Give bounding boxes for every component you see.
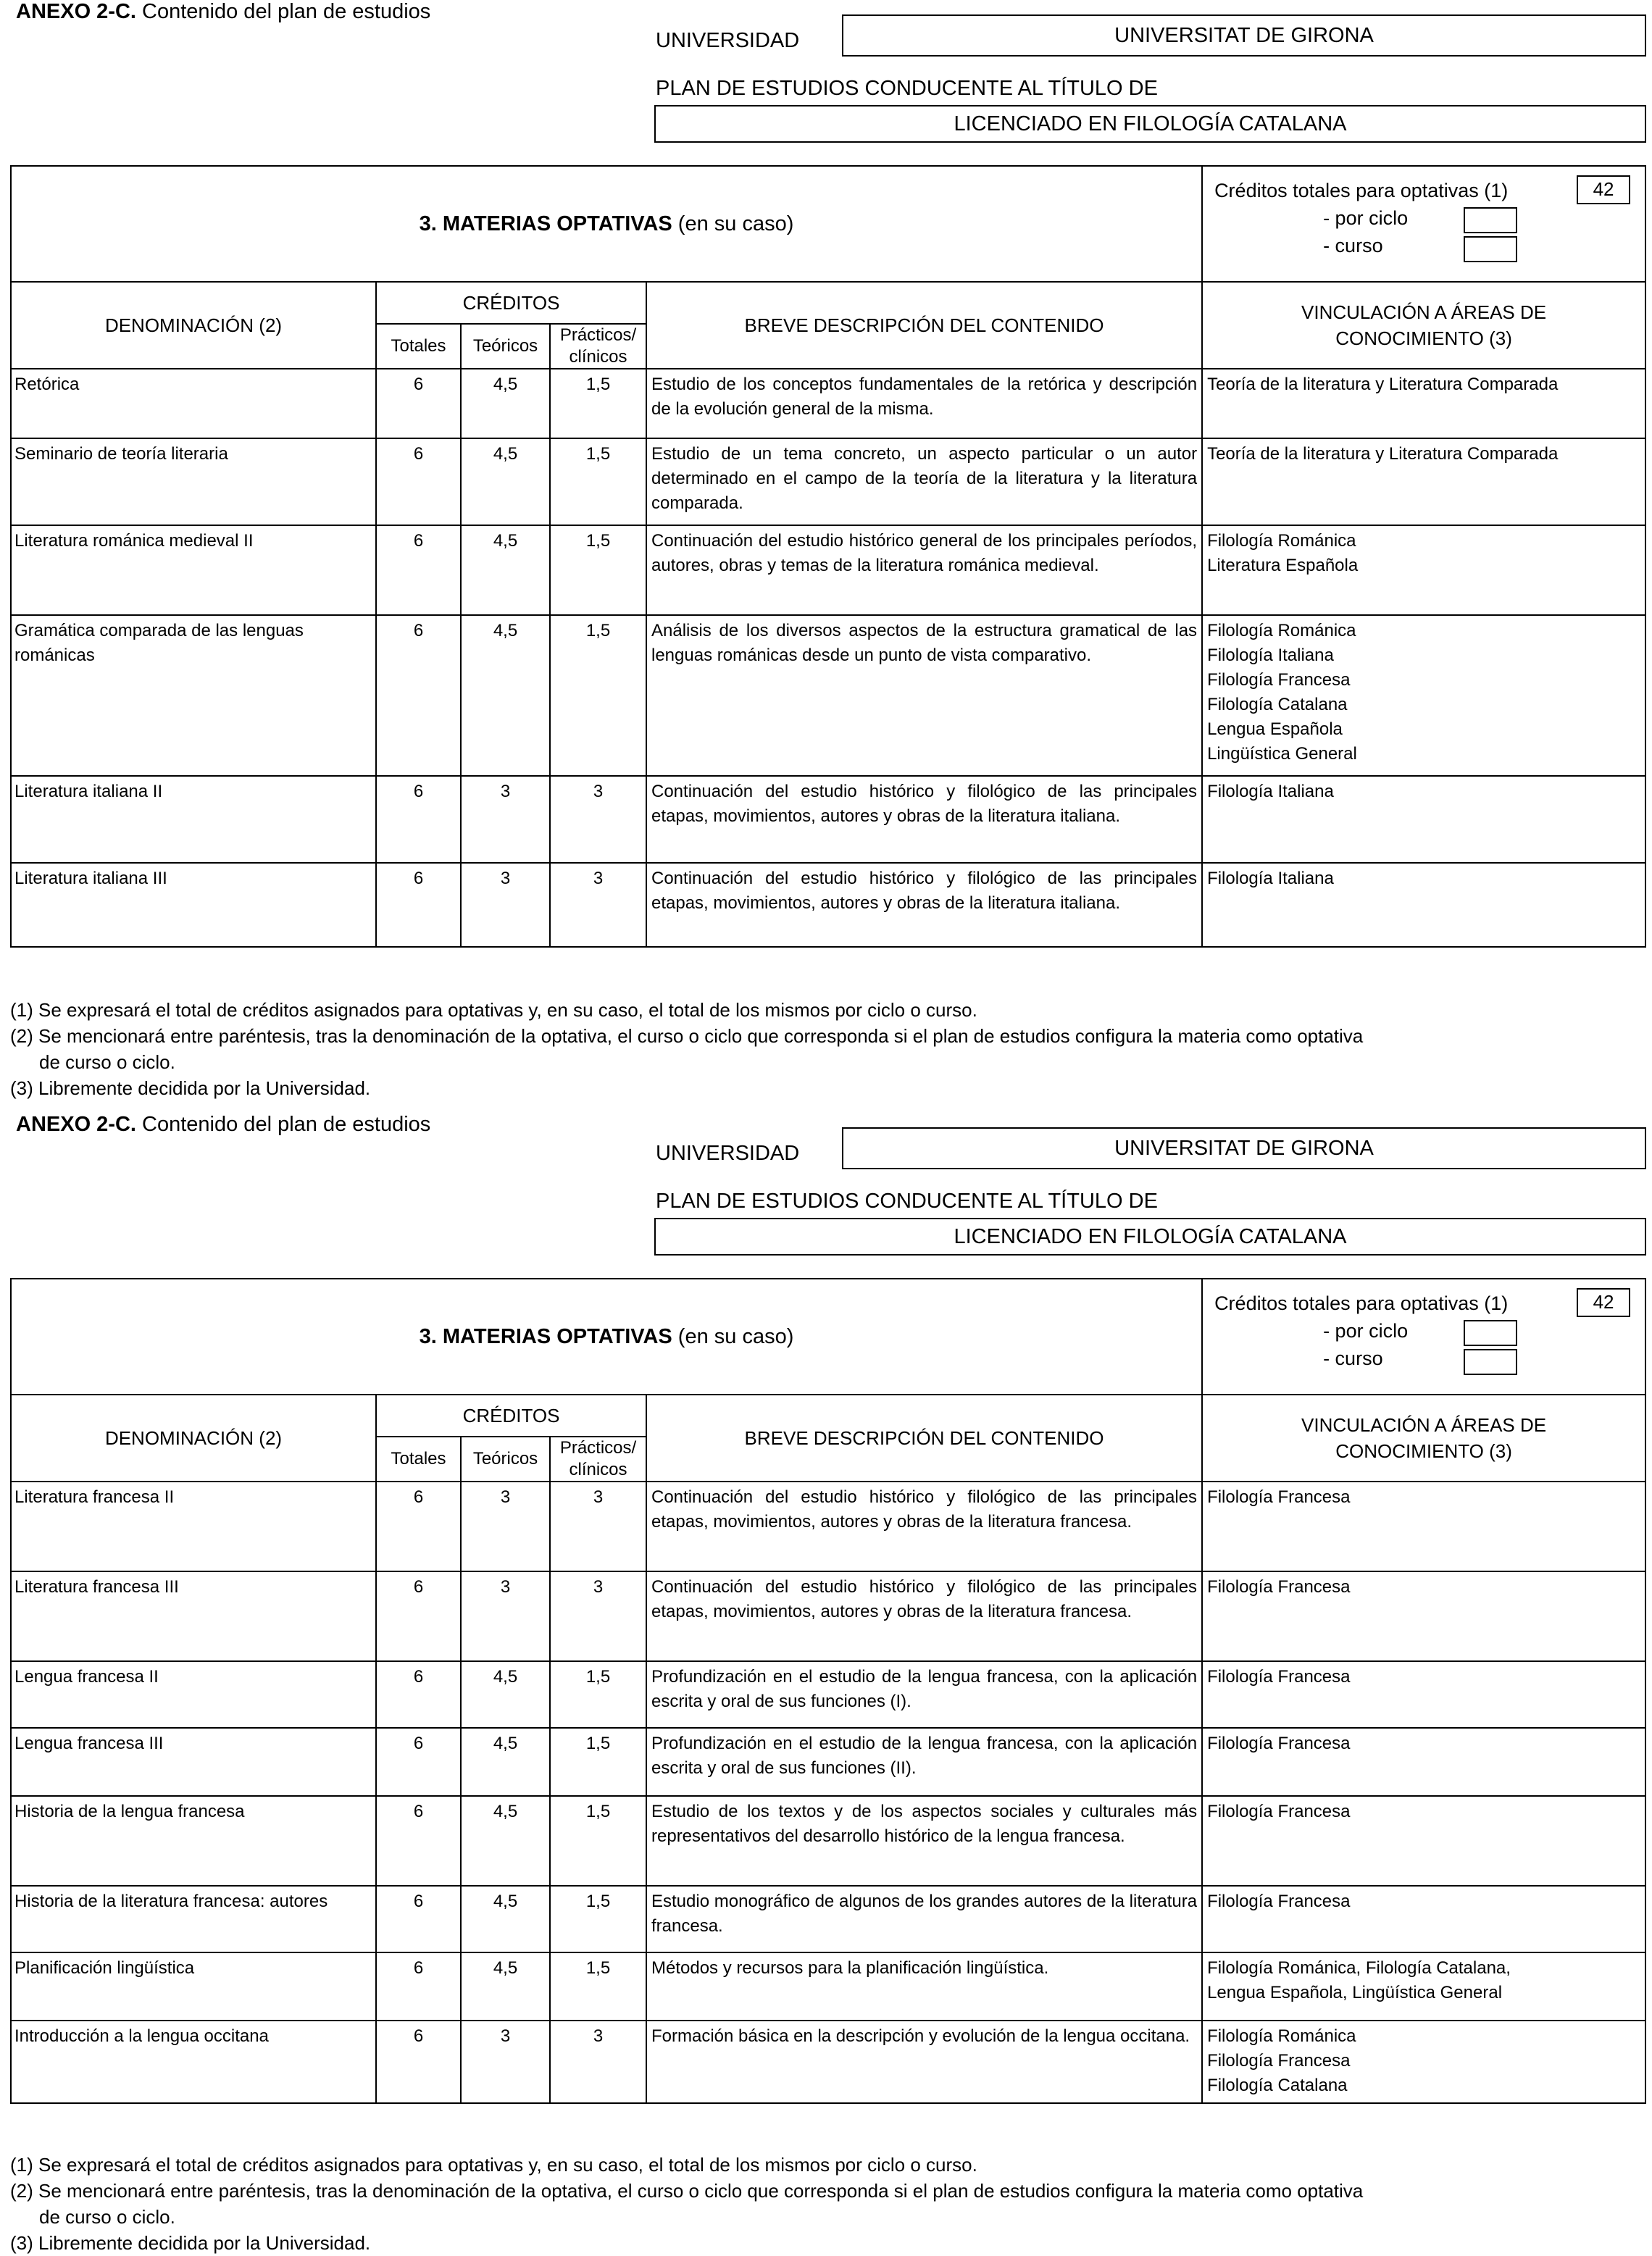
anexo-title: Contenido del plan de estudios (135, 0, 431, 23)
area-item: Filología Románica, Filología Catalana, (1207, 1958, 1511, 1978)
denominacion-cell: Literatura italiana III (11, 863, 376, 947)
table-row (11, 1952, 1645, 2021)
creditos-totales-cell (1202, 1279, 1645, 1395)
practicos-cell: 3 (550, 863, 646, 947)
areas-cell (1202, 2021, 1645, 2103)
area-item: Filología Románica (1207, 531, 1356, 551)
table-row (11, 615, 1645, 776)
practicos-cell: 1,5 (550, 1728, 646, 1796)
totales-cell: 6 (376, 1886, 461, 1952)
universidad-label: UNIVERSIDAD (656, 29, 800, 52)
denominacion-cell: Literatura italiana II (11, 776, 376, 863)
curso-label: - curso (1323, 235, 1383, 256)
descripcion-cell: Continuación del estudio histórico general de los principales períodos, autores, obras y temas de la literatura románica medieval. (646, 525, 1202, 615)
creditos-totales-value: 42 (1577, 175, 1630, 204)
teoricos-cell: 4,5 (461, 1796, 550, 1886)
header-descripcion: BREVE DESCRIPCIÓN DEL CONTENIDO (646, 282, 1202, 369)
titulo-value: LICENCIADO EN FILOLOGÍA CATALANA (654, 1218, 1646, 1256)
table-row (11, 1728, 1645, 1796)
table-row (11, 525, 1645, 615)
denominacion-cell: Lengua francesa III (11, 1728, 376, 1796)
titulo-value: LICENCIADO EN FILOLOGÍA CATALANA (654, 105, 1646, 143)
area-item: Filología Francesa (1207, 1892, 1351, 1911)
curso-label: - curso (1323, 1348, 1383, 1369)
curso-box (1464, 236, 1517, 262)
area-item: Lengua Española (1207, 719, 1343, 739)
materias-table (10, 165, 1646, 948)
denominacion-cell: Introducción a la lengua occitana (11, 2021, 376, 2103)
universidad-value: UNIVERSITAT DE GIRONA (842, 14, 1646, 57)
area-item: Teoría de la literatura y Literatura Comparada (1207, 375, 1559, 394)
plan-label: PLAN DE ESTUDIOS CONDUCENTE AL TÍTULO DE (656, 1190, 1158, 1213)
footnote-3: (3) Libremente decidida por la Universidad. (10, 2232, 371, 2254)
anexo-label: ANEXO 2-C. (16, 0, 136, 23)
area-item: Filología Francesa (1207, 1802, 1351, 1821)
anexo-title: Contenido del plan de estudios (135, 1113, 431, 1136)
creditos-totales-value: 42 (1577, 1288, 1630, 1317)
anexo-label: ANEXO 2-C. (16, 1113, 136, 1136)
practicos-cell: 3 (550, 776, 646, 863)
area-item: Filología Francesa (1207, 2051, 1351, 2071)
totales-cell: 6 (376, 1661, 461, 1728)
areas-cell (1202, 1571, 1645, 1661)
teoricos-cell: 3 (461, 776, 550, 863)
teoricos-cell: 4,5 (461, 1952, 550, 2021)
teoricos-cell: 4,5 (461, 615, 550, 776)
practicos-cell: 1,5 (550, 1886, 646, 1952)
areas-cell (1202, 1886, 1645, 1952)
descripcion-cell: Análisis de los diversos aspectos de la estructura gramatical de las lenguas románicas desde un punto de vista comparativo. (646, 615, 1202, 776)
totales-cell: 6 (376, 1482, 461, 1571)
header-totales: Totales (376, 1437, 461, 1482)
area-item: Filología Francesa (1207, 670, 1351, 690)
table-row (11, 1482, 1645, 1571)
por-ciclo-label: - por ciclo (1323, 207, 1409, 229)
area-item: Filología Francesa (1207, 1487, 1351, 1507)
por-ciclo-box (1464, 1320, 1517, 1346)
denominacion-cell: Historia de la literatura francesa: autores (11, 1886, 376, 1952)
totales-cell: 6 (376, 863, 461, 947)
table-title-row (11, 166, 1645, 282)
totales-cell: 6 (376, 1952, 461, 2021)
denominacion-cell: Planificación lingüística (11, 1952, 376, 2021)
footnote-1: (1) Se expresará el total de créditos asignados para optativas y, en su caso, el total de los mismos por ciclo o curso. (10, 999, 977, 1021)
table-row (11, 1571, 1645, 1661)
area-item: Filología Catalana (1207, 2076, 1348, 2095)
totales-cell: 6 (376, 1728, 461, 1796)
descripcion-cell: Continuación del estudio histórico y filológico de las principales etapas, movimientos, autores y obras de la literatura francesa. (646, 1482, 1202, 1571)
table-title: 3. MATERIAS OPTATIVAS (en su caso) (11, 1279, 1202, 1395)
totales-cell: 6 (376, 369, 461, 438)
descripcion-cell: Profundización en el estudio de la lengua francesa, con la aplicación escrita y oral de sus funciones (II). (646, 1728, 1202, 1796)
totales-cell: 6 (376, 615, 461, 776)
areas-cell (1202, 1661, 1645, 1728)
table-row (11, 1796, 1645, 1886)
header-creditos: CRÉDITOS (376, 1395, 646, 1437)
por-ciclo-box (1464, 207, 1517, 233)
denominacion-cell: Literatura románica medieval II (11, 525, 376, 615)
totales-cell: 6 (376, 776, 461, 863)
table-row (11, 776, 1645, 863)
areas-cell (1202, 615, 1645, 776)
universidad-value: UNIVERSITAT DE GIRONA (842, 1127, 1646, 1169)
area-item: Literatura Española (1207, 556, 1359, 575)
practicos-cell: 1,5 (550, 369, 646, 438)
practicos-cell: 1,5 (550, 615, 646, 776)
teoricos-cell: 4,5 (461, 438, 550, 525)
area-item: Filología Catalana (1207, 695, 1348, 714)
descripcion-cell: Estudio monográfico de algunos de los grandes autores de la literatura francesa. (646, 1886, 1202, 1952)
area-item: Filología Francesa (1207, 1734, 1351, 1753)
areas-cell (1202, 369, 1645, 438)
descripcion-cell: Estudio de los textos y de los aspectos sociales y culturales más representativos del desarrollo histórico de la lengua francesa. (646, 1796, 1202, 1886)
practicos-cell: 1,5 (550, 438, 646, 525)
footnote-2: (2) Se mencionará entre paréntesis, tras la denominación de la optativa, el curso o ciclo que corresponda si el plan de estudios configura la materia como optativa (10, 2180, 1364, 2202)
teoricos-cell: 4,5 (461, 369, 550, 438)
practicos-cell: 1,5 (550, 525, 646, 615)
header-vinculacion: VINCULACIÓN A ÁREAS DE CONOCIMIENTO (3) (1202, 1395, 1645, 1482)
footnote-1: (1) Se expresará el total de créditos asignados para optativas y, en su caso, el total de los mismos por ciclo o curso. (10, 2154, 977, 2176)
area-item: Filología Italiana (1207, 646, 1334, 665)
header-totales: Totales (376, 324, 461, 369)
table-row (11, 2021, 1645, 2103)
denominacion-cell: Lengua francesa II (11, 1661, 376, 1728)
footnote-2: (2) Se mencionará entre paréntesis, tras la denominación de la optativa, el curso o ciclo que corresponda si el plan de estudios configura la materia como optativa (10, 1025, 1364, 1047)
plan-section (0, 0, 1652, 1099)
footnote-2-cont: de curso o ciclo. (39, 2206, 175, 2228)
practicos-cell: 1,5 (550, 1796, 646, 1886)
totales-cell: 6 (376, 525, 461, 615)
table-row (11, 438, 1645, 525)
denominacion-cell: Literatura francesa II (11, 1482, 376, 1571)
footnote-3: (3) Libremente decidida por la Universidad. (10, 1077, 371, 1099)
footnotes (10, 2152, 1363, 2256)
header-teoricos: Teóricos (461, 1437, 550, 1482)
area-item: Filología Italiana (1207, 782, 1334, 801)
area-item: Filología Francesa (1207, 1667, 1351, 1687)
table-row (11, 1661, 1645, 1728)
plan-section (0, 1113, 1652, 2254)
creditos-totales-label: Créditos totales para optativas (1) (1214, 180, 1509, 201)
totales-cell: 6 (376, 1571, 461, 1661)
descripcion-cell: Continuación del estudio histórico y filológico de las principales etapas, movimientos, autores y obras de la literatura francesa. (646, 1571, 1202, 1661)
totales-cell: 6 (376, 438, 461, 525)
areas-cell (1202, 1952, 1645, 2021)
denominacion-cell: Seminario de teoría literaria (11, 438, 376, 525)
denominacion-cell: Gramática comparada de las lenguas románicas (11, 615, 376, 776)
area-item: Filología Románica (1207, 621, 1356, 640)
plan-label: PLAN DE ESTUDIOS CONDUCENTE AL TÍTULO DE (656, 77, 1158, 100)
header-row (11, 282, 1645, 324)
teoricos-cell: 4,5 (461, 1886, 550, 1952)
footnote-2-cont: de curso o ciclo. (39, 1051, 175, 1073)
descripcion-cell: Estudio de un tema concreto, un aspecto particular o un autor determinado en el campo de la teoría de la literatura y la literatura comparada. (646, 438, 1202, 525)
areas-cell (1202, 438, 1645, 525)
teoricos-cell: 4,5 (461, 1661, 550, 1728)
areas-cell (1202, 1482, 1645, 1571)
totales-cell: 6 (376, 2021, 461, 2103)
table-row (11, 863, 1645, 947)
table-title-row (11, 1279, 1645, 1395)
area-item: Filología Románica (1207, 2026, 1356, 2046)
areas-cell (1202, 1728, 1645, 1796)
areas-cell (1202, 776, 1645, 863)
area-item: Filología Francesa (1207, 1577, 1351, 1597)
descripcion-cell: Métodos y recursos para la planificación lingüística. (646, 1952, 1202, 2021)
totales-cell: 6 (376, 1796, 461, 1886)
area-item: Lengua Española, Lingüística General (1207, 1983, 1503, 2002)
anexo-heading (16, 0, 430, 24)
teoricos-cell: 3 (461, 863, 550, 947)
header-denominacion: DENOMINACIÓN (2) (11, 282, 376, 369)
creditos-totales-label: Créditos totales para optativas (1) (1214, 1292, 1509, 1314)
teoricos-cell: 3 (461, 2021, 550, 2103)
descripcion-cell: Estudio de los conceptos fundamentales de la retórica y descripción de la evolución general de la misma. (646, 369, 1202, 438)
header-descripcion: BREVE DESCRIPCIÓN DEL CONTENIDO (646, 1395, 1202, 1482)
practicos-cell: 3 (550, 1571, 646, 1661)
descripcion-cell: Profundización en el estudio de la lengua francesa, con la aplicación escrita y oral de sus funciones (I). (646, 1661, 1202, 1728)
descripcion-cell: Continuación del estudio histórico y filológico de las principales etapas, movimientos, autores y obras de la literatura italiana. (646, 776, 1202, 863)
curso-box (1464, 1349, 1517, 1375)
header-practicos: Prácticos/ clínicos (550, 1437, 646, 1482)
materias-table (10, 1278, 1646, 2104)
header-denominacion: DENOMINACIÓN (2) (11, 1395, 376, 1482)
denominacion-cell: Retórica (11, 369, 376, 438)
table-title: 3. MATERIAS OPTATIVAS (en su caso) (11, 166, 1202, 282)
area-item: Lingüística General (1207, 744, 1357, 764)
areas-cell (1202, 1796, 1645, 1886)
teoricos-cell: 3 (461, 1571, 550, 1661)
denominacion-cell: Literatura francesa III (11, 1571, 376, 1661)
header-vinculacion: VINCULACIÓN A ÁREAS DE CONOCIMIENTO (3) (1202, 282, 1645, 369)
creditos-totales-cell (1202, 166, 1645, 282)
teoricos-cell: 3 (461, 1482, 550, 1571)
header-creditos: CRÉDITOS (376, 282, 646, 324)
descripcion-cell: Formación básica en la descripción y evolución de la lengua occitana. (646, 2021, 1202, 2103)
header-teoricos: Teóricos (461, 324, 550, 369)
footnotes (10, 997, 1363, 1101)
area-item: Filología Italiana (1207, 869, 1334, 888)
anexo-heading (16, 1113, 430, 1137)
teoricos-cell: 4,5 (461, 525, 550, 615)
header-row (11, 1395, 1645, 1437)
descripcion-cell: Continuación del estudio histórico y filológico de las principales etapas, movimientos, autores y obras de la literatura italiana. (646, 863, 1202, 947)
areas-cell (1202, 863, 1645, 947)
practicos-cell: 3 (550, 1482, 646, 1571)
area-item: Teoría de la literatura y Literatura Comparada (1207, 444, 1559, 464)
teoricos-cell: 4,5 (461, 1728, 550, 1796)
table-row (11, 369, 1645, 438)
universidad-label: UNIVERSIDAD (656, 1142, 800, 1165)
denominacion-cell: Historia de la lengua francesa (11, 1796, 376, 1886)
practicos-cell: 1,5 (550, 1952, 646, 2021)
por-ciclo-label: - por ciclo (1323, 1320, 1409, 1342)
header-practicos: Prácticos/ clínicos (550, 324, 646, 369)
areas-cell (1202, 525, 1645, 615)
table-row (11, 1886, 1645, 1952)
practicos-cell: 1,5 (550, 1661, 646, 1728)
practicos-cell: 3 (550, 2021, 646, 2103)
